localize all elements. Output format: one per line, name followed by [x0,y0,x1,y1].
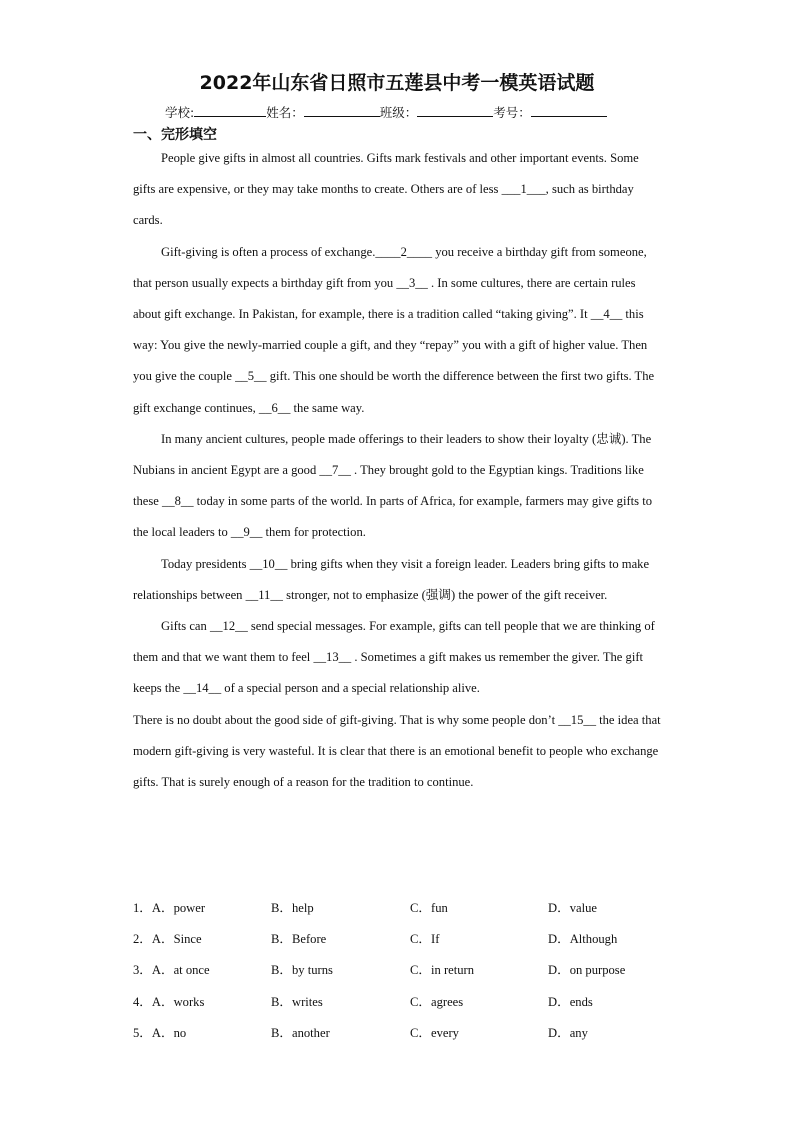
exam-no-label: 考号： [493,105,531,120]
option-b[interactable]: B．writes [271,994,323,1009]
option-b[interactable]: B．help [271,901,314,915]
option-c[interactable]: C．agrees [410,994,464,1009]
option-b[interactable]: B．Before [271,932,327,947]
question-row [133,955,693,986]
paragraph: Today presidents __10__ bring gifts when they visit a foreign leader. Leaders bring gifts to make relationships between __11__ stronger, not to emphasize (强调) the power of the gift receiver. [133,556,650,602]
option-d[interactable]: D．any [548,1025,588,1040]
option-d[interactable]: D．Although [548,932,618,947]
class-blank[interactable] [417,104,493,117]
question-row [133,1018,693,1049]
page-title: 2022年山东省日照市五莲县中考一模英语试题 [199,72,595,94]
question-row [133,924,693,955]
section-title: 一、完形填空 [133,127,217,143]
school-label: 学校: [165,105,195,120]
option-a[interactable]: 5．A．no [133,1025,187,1040]
option-c[interactable]: C．If [410,932,440,947]
paragraph: Gifts can __12__ send special messages. For example, gifts can tell people that we are thinking of them and that we want them to feel __13__ . Sometimes a gift makes us remember the giver. The gift keeps the __14__ of a special person and a special relationship alive. [133,619,655,696]
question-row [133,893,693,924]
option-a[interactable]: 4．A．works [133,994,205,1009]
exam-no-blank[interactable] [531,104,607,117]
option-a[interactable]: 1．A．power [133,901,206,915]
school-blank[interactable] [194,104,266,117]
option-b[interactable]: B．another [271,1025,330,1040]
paragraph: People give gifts in almost all countries. Gifts mark festivals and other important events. Some gifts are expensive, or they may take months to create. Others are of less ___1___, such as birthday cards. [133,151,639,228]
paragraph: In many ancient cultures, people made offerings to their leaders to show their loyalty (忠诚). The Nubians in ancient Egypt are a good __7__ . They brought gold to the Egyptian kings. Traditions like these __8__ today in some parts of the world. In parts of Africa, for example, farmers may give gifts to the local leaders to __9__ them for protection. [133,431,652,540]
option-c[interactable]: C．in return [410,963,475,978]
option-b[interactable]: B．by turns [271,963,333,978]
name-blank[interactable] [304,104,380,117]
option-a[interactable]: 2．A．Since [133,932,202,947]
option-a[interactable]: 3．A．at once [133,963,210,978]
option-c[interactable]: C．fun [410,901,448,915]
paragraph: Gift-giving is often a process of exchange.____2____ you receive a birthday gift from someone, that person usually expects a birthday gift from you __3__ . In some cultures, there are certain rules about gift exchange. In Pakistan, for example, there is a tradition called “taking giving”. It __4__ this way: You give the newly-married couple a gift, and they “repay” you with a gift of higher value. Then you give the couple __5__ gift. This one should be worth the difference between the first two gifts. The gift exchange continues, __6__ the same way. [133,244,655,415]
paragraph: There is no doubt about the good side of gift-giving. That is why some people don’t __15__ the idea that modern gift-giving is very wasteful. It is clear that there is an emotional benefit to people who exchange gifts. That is surely enough of a reason for the tradition to continue. [133,712,661,790]
cloze-passage [133,143,663,798]
option-d[interactable]: D．ends [548,994,593,1009]
name-label: 姓名： [266,105,304,120]
option-c[interactable]: C．every [410,1025,459,1040]
class-label: 班级： [379,105,418,120]
answer-options [133,893,693,1049]
option-d[interactable]: D．value [548,901,597,915]
option-d[interactable]: D．on purpose [548,963,626,978]
student-info-line [165,103,607,121]
question-row [133,987,693,1018]
